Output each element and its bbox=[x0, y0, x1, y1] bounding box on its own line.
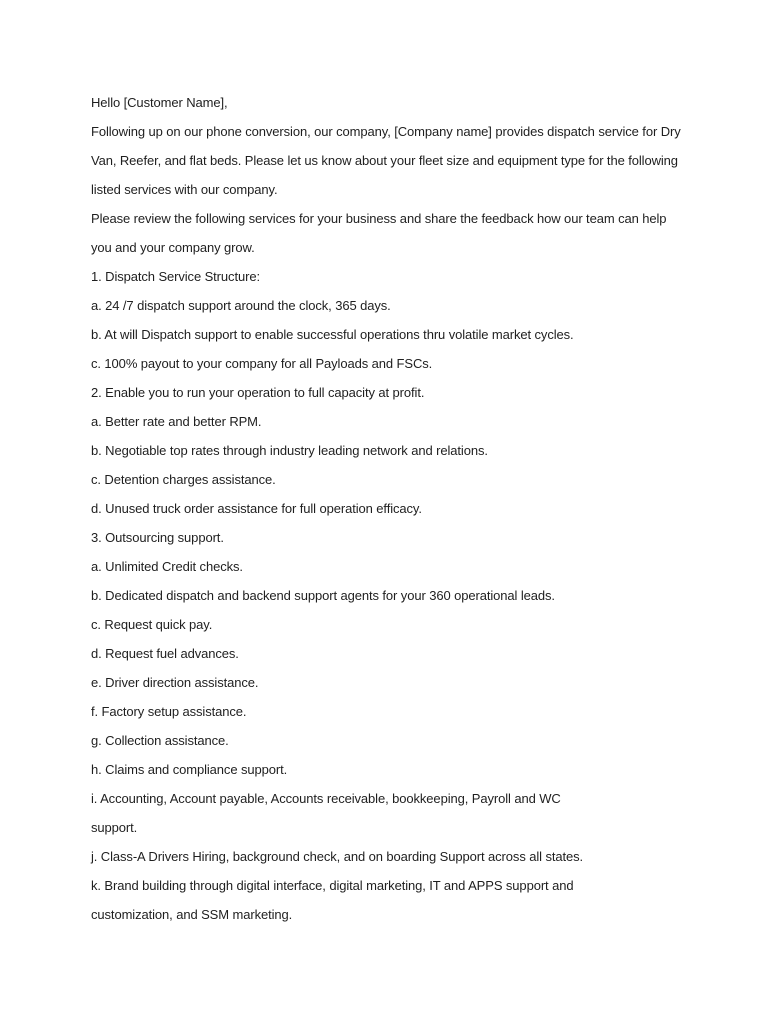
list-item: a. Unlimited Credit checks. bbox=[91, 559, 243, 574]
section-heading-outsourcing: 3. Outsourcing support. bbox=[91, 530, 224, 545]
list-item: j. Class-A Drivers Hiring, background check, and on boarding Support across all states. bbox=[91, 849, 584, 864]
review-line-1: Please review the following services for your business and share the feedback how our team can help bbox=[91, 211, 667, 226]
list-item: c. Detention charges assistance. bbox=[91, 472, 276, 487]
section-heading-dispatch: 1. Dispatch Service Structure: bbox=[91, 269, 260, 284]
list-item: f. Factory setup assistance. bbox=[91, 704, 247, 719]
letter-body bbox=[91, 88, 691, 929]
list-item-continuation: support. bbox=[91, 820, 138, 835]
list-item: c. 100% payout to your company for all Payloads and FSCs. bbox=[91, 356, 433, 371]
list-item-continuation: customization, and SSM marketing. bbox=[91, 907, 293, 922]
list-item: a. Better rate and better RPM. bbox=[91, 414, 262, 429]
intro-line-3: listed services with our company. bbox=[91, 182, 278, 197]
list-item: d. Request fuel advances. bbox=[91, 646, 239, 661]
intro-line-1: Following up on our phone conversion, our company, [Company name] provides dispatch service for Dry bbox=[91, 124, 681, 139]
list-item: d. Unused truck order assistance for full operation efficacy. bbox=[91, 501, 422, 516]
list-item: b. At will Dispatch support to enable successful operations thru volatile market cycles. bbox=[91, 327, 574, 342]
review-line-2: you and your company grow. bbox=[91, 240, 255, 255]
list-item: b. Dedicated dispatch and backend support agents for your 360 operational leads. bbox=[91, 588, 555, 603]
list-item: a. 24 /7 dispatch support around the clock, 365 days. bbox=[91, 298, 391, 313]
intro-line-2: Van, Reefer, and flat beds. Please let us know about your fleet size and equipment type for the following bbox=[91, 153, 678, 168]
list-item: k. Brand building through digital interface, digital marketing, IT and APPS support and bbox=[91, 878, 574, 893]
list-item: h. Claims and compliance support. bbox=[91, 762, 288, 777]
list-item: e. Driver direction assistance. bbox=[91, 675, 259, 690]
list-item: c. Request quick pay. bbox=[91, 617, 213, 632]
list-item: b. Negotiable top rates through industry leading network and relations. bbox=[91, 443, 488, 458]
section-heading-capacity: 2. Enable you to run your operation to full capacity at profit. bbox=[91, 385, 425, 400]
list-item: g. Collection assistance. bbox=[91, 733, 229, 748]
greeting-line: Hello [Customer Name], bbox=[91, 95, 228, 110]
list-item: i. Accounting, Account payable, Accounts receivable, bookkeeping, Payroll and WC bbox=[91, 791, 561, 806]
